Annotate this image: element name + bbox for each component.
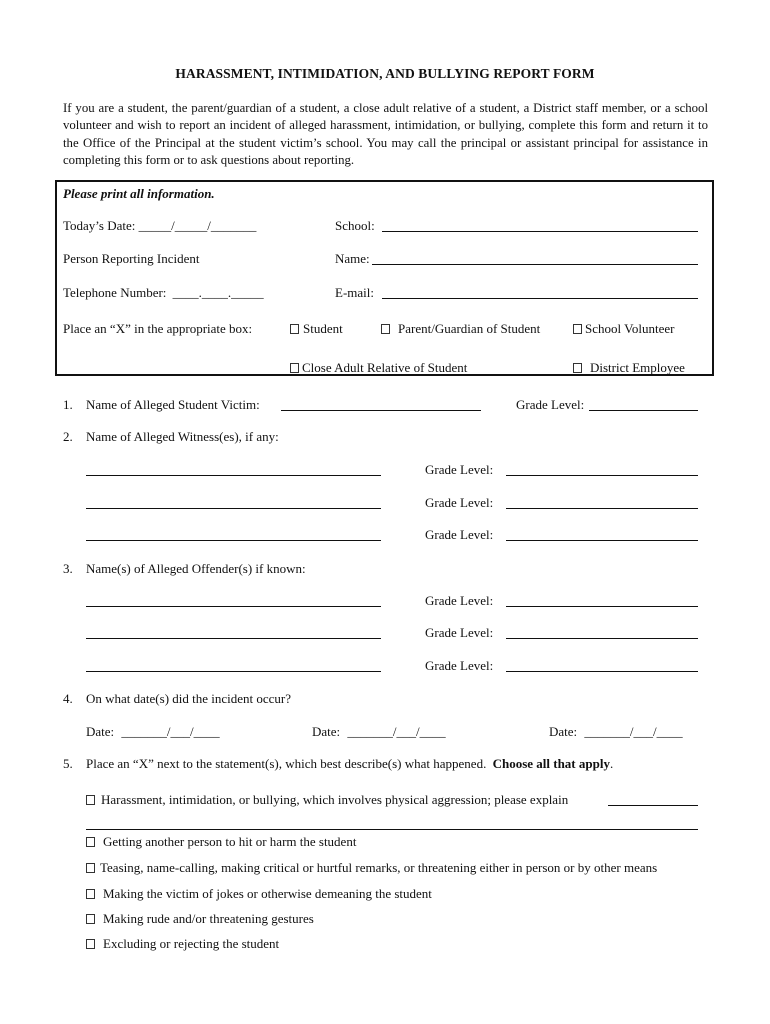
checkbox-icon[interactable] [86,795,95,805]
offender-grade-line-2[interactable] [506,638,698,639]
q1-label: Name of Alleged Student Victim: [86,397,260,412]
todays-date-label: Today’s Date: [63,218,136,233]
offender-name-line-1[interactable] [86,606,381,607]
place-x-label: Place an “X” in the appropriate box: [63,321,253,336]
school-input-line[interactable] [382,231,698,232]
date-blank: _______/___/____ [584,724,683,739]
checkbox-icon[interactable] [573,363,582,373]
statement-label: Getting another person to hit or harm the student [103,834,357,849]
offender-grade-label-1: Grade Level: [425,593,494,608]
statement-item[interactable] [86,834,356,850]
witness-name-line-2[interactable] [86,508,381,509]
checkbox-icon[interactable] [86,939,95,949]
name-label: Name: [335,251,370,266]
date-label: Date: [312,724,341,739]
email-input-line[interactable] [382,298,698,299]
q2-number: 2. [63,429,73,444]
school-label: School: [335,218,375,233]
checkbox-icon[interactable] [573,324,582,334]
telephone-field[interactable] [63,285,264,301]
explain-input-line-1[interactable] [608,805,698,806]
option-district-employee[interactable] [573,360,685,376]
q5-emphasis: Choose all that apply [492,756,610,771]
witness-grade-label-3: Grade Level: [425,527,494,542]
q5-period: . [609,756,614,771]
q5-number: 5. [63,756,73,771]
offender-grade-label-3: Grade Level: [425,658,494,673]
checkbox-icon[interactable] [86,914,95,924]
q5-label: Place an “X” next to the statement(s), which best describe(s) what happened. [86,756,487,771]
option-school-volunteer-label: School Volunteer [585,321,675,336]
todays-date-blank: _____/_____/_______ [138,218,257,233]
statement-item[interactable] [86,886,432,902]
email-label: E-mail: [335,285,374,300]
option-parent-guardian-label: Parent/Guardian of Student [398,321,541,336]
option-student[interactable] [290,321,343,337]
q1-grade-input-line[interactable] [589,410,698,411]
witness-grade-line-2[interactable] [506,508,698,509]
option-close-adult-relative-label: Close Adult Relative of Student [302,360,468,375]
statement-label: Teasing, name-calling, making critical or hurtful remarks, or threatening either in person or by other means [100,860,658,875]
statement-label: Making rude and/or threatening gestures [103,911,314,926]
checkbox-icon[interactable] [86,863,95,873]
witness-name-line-3[interactable] [86,540,381,541]
option-school-volunteer[interactable] [573,321,674,337]
q1-number: 1. [63,397,73,412]
q3-label: Name(s) of Alleged Offender(s) if known: [86,561,306,576]
statement-item[interactable] [86,860,657,876]
checkbox-icon[interactable] [86,837,95,847]
form-title: HARASSMENT, INTIMIDATION, AND BULLYING REPORT FORM [175,66,595,81]
offender-grade-label-2: Grade Level: [425,625,494,640]
date-label: Date: [86,724,115,739]
witness-grade-label-1: Grade Level: [425,462,494,477]
q4-number: 4. [63,691,73,706]
checkbox-icon[interactable] [381,324,390,334]
q3-number: 3. [63,561,73,576]
q1-victim-input-line[interactable] [281,410,481,411]
q5-prompt [86,756,613,772]
checkbox-icon[interactable] [290,324,299,334]
reporter-info-box [55,180,714,376]
statement-label: Harassment, intimidation, or bullying, which involves physical aggression; please explain [101,792,569,807]
option-district-employee-label: District Employee [590,360,685,375]
q4-label: On what date(s) did the incident occur? [86,691,292,706]
checkbox-icon[interactable] [290,363,299,373]
offender-name-line-3[interactable] [86,671,381,672]
box-heading: Please print all information. [63,186,215,201]
telephone-blank: ____.____._____ [172,285,264,300]
date-blank: _______/___/____ [121,724,220,739]
witness-grade-label-2: Grade Level: [425,495,494,510]
offender-grade-line-3[interactable] [506,671,698,672]
date-blank: _______/___/____ [347,724,446,739]
intro-paragraph: If you are a student, the parent/guardian of a student, a close adult relative of a student, a District staff member, or a school volunteer and wish to report an incident of alleged harassment, intimidation, or bullying, complete this form and return it to the Office of the Principal at the student victim’s school. You may call the principal or assistant principal for assistance in completing this form or to ask questions about reporting. [63,101,708,167]
statement-item[interactable] [86,792,568,808]
statement-label: Making the victim of jokes or otherwise demeaning the student [103,886,432,901]
q1-grade-label: Grade Level: [516,397,585,412]
statement-item[interactable] [86,911,314,927]
incident-date-3[interactable] [549,724,683,740]
witness-grade-line-3[interactable] [506,540,698,541]
witness-grade-line-1[interactable] [506,475,698,476]
explain-input-line-2[interactable] [86,829,698,830]
person-reporting-label: Person Reporting Incident [63,251,200,266]
date-label: Date: [549,724,578,739]
telephone-label: Telephone Number: [63,285,167,300]
witness-name-line-1[interactable] [86,475,381,476]
checkbox-icon[interactable] [86,889,95,899]
option-parent-guardian[interactable] [381,321,540,337]
name-input-line[interactable] [372,264,698,265]
offender-name-line-2[interactable] [86,638,381,639]
statement-label: Excluding or rejecting the student [103,936,280,951]
option-close-adult-relative[interactable] [290,360,467,376]
incident-date-1[interactable] [86,724,220,740]
q2-label: Name of Alleged Witness(es), if any: [86,429,279,444]
todays-date-field[interactable] [63,218,256,234]
incident-date-2[interactable] [312,724,446,740]
statement-item[interactable] [86,936,279,952]
offender-grade-line-1[interactable] [506,606,698,607]
option-student-label: Student [303,321,343,336]
